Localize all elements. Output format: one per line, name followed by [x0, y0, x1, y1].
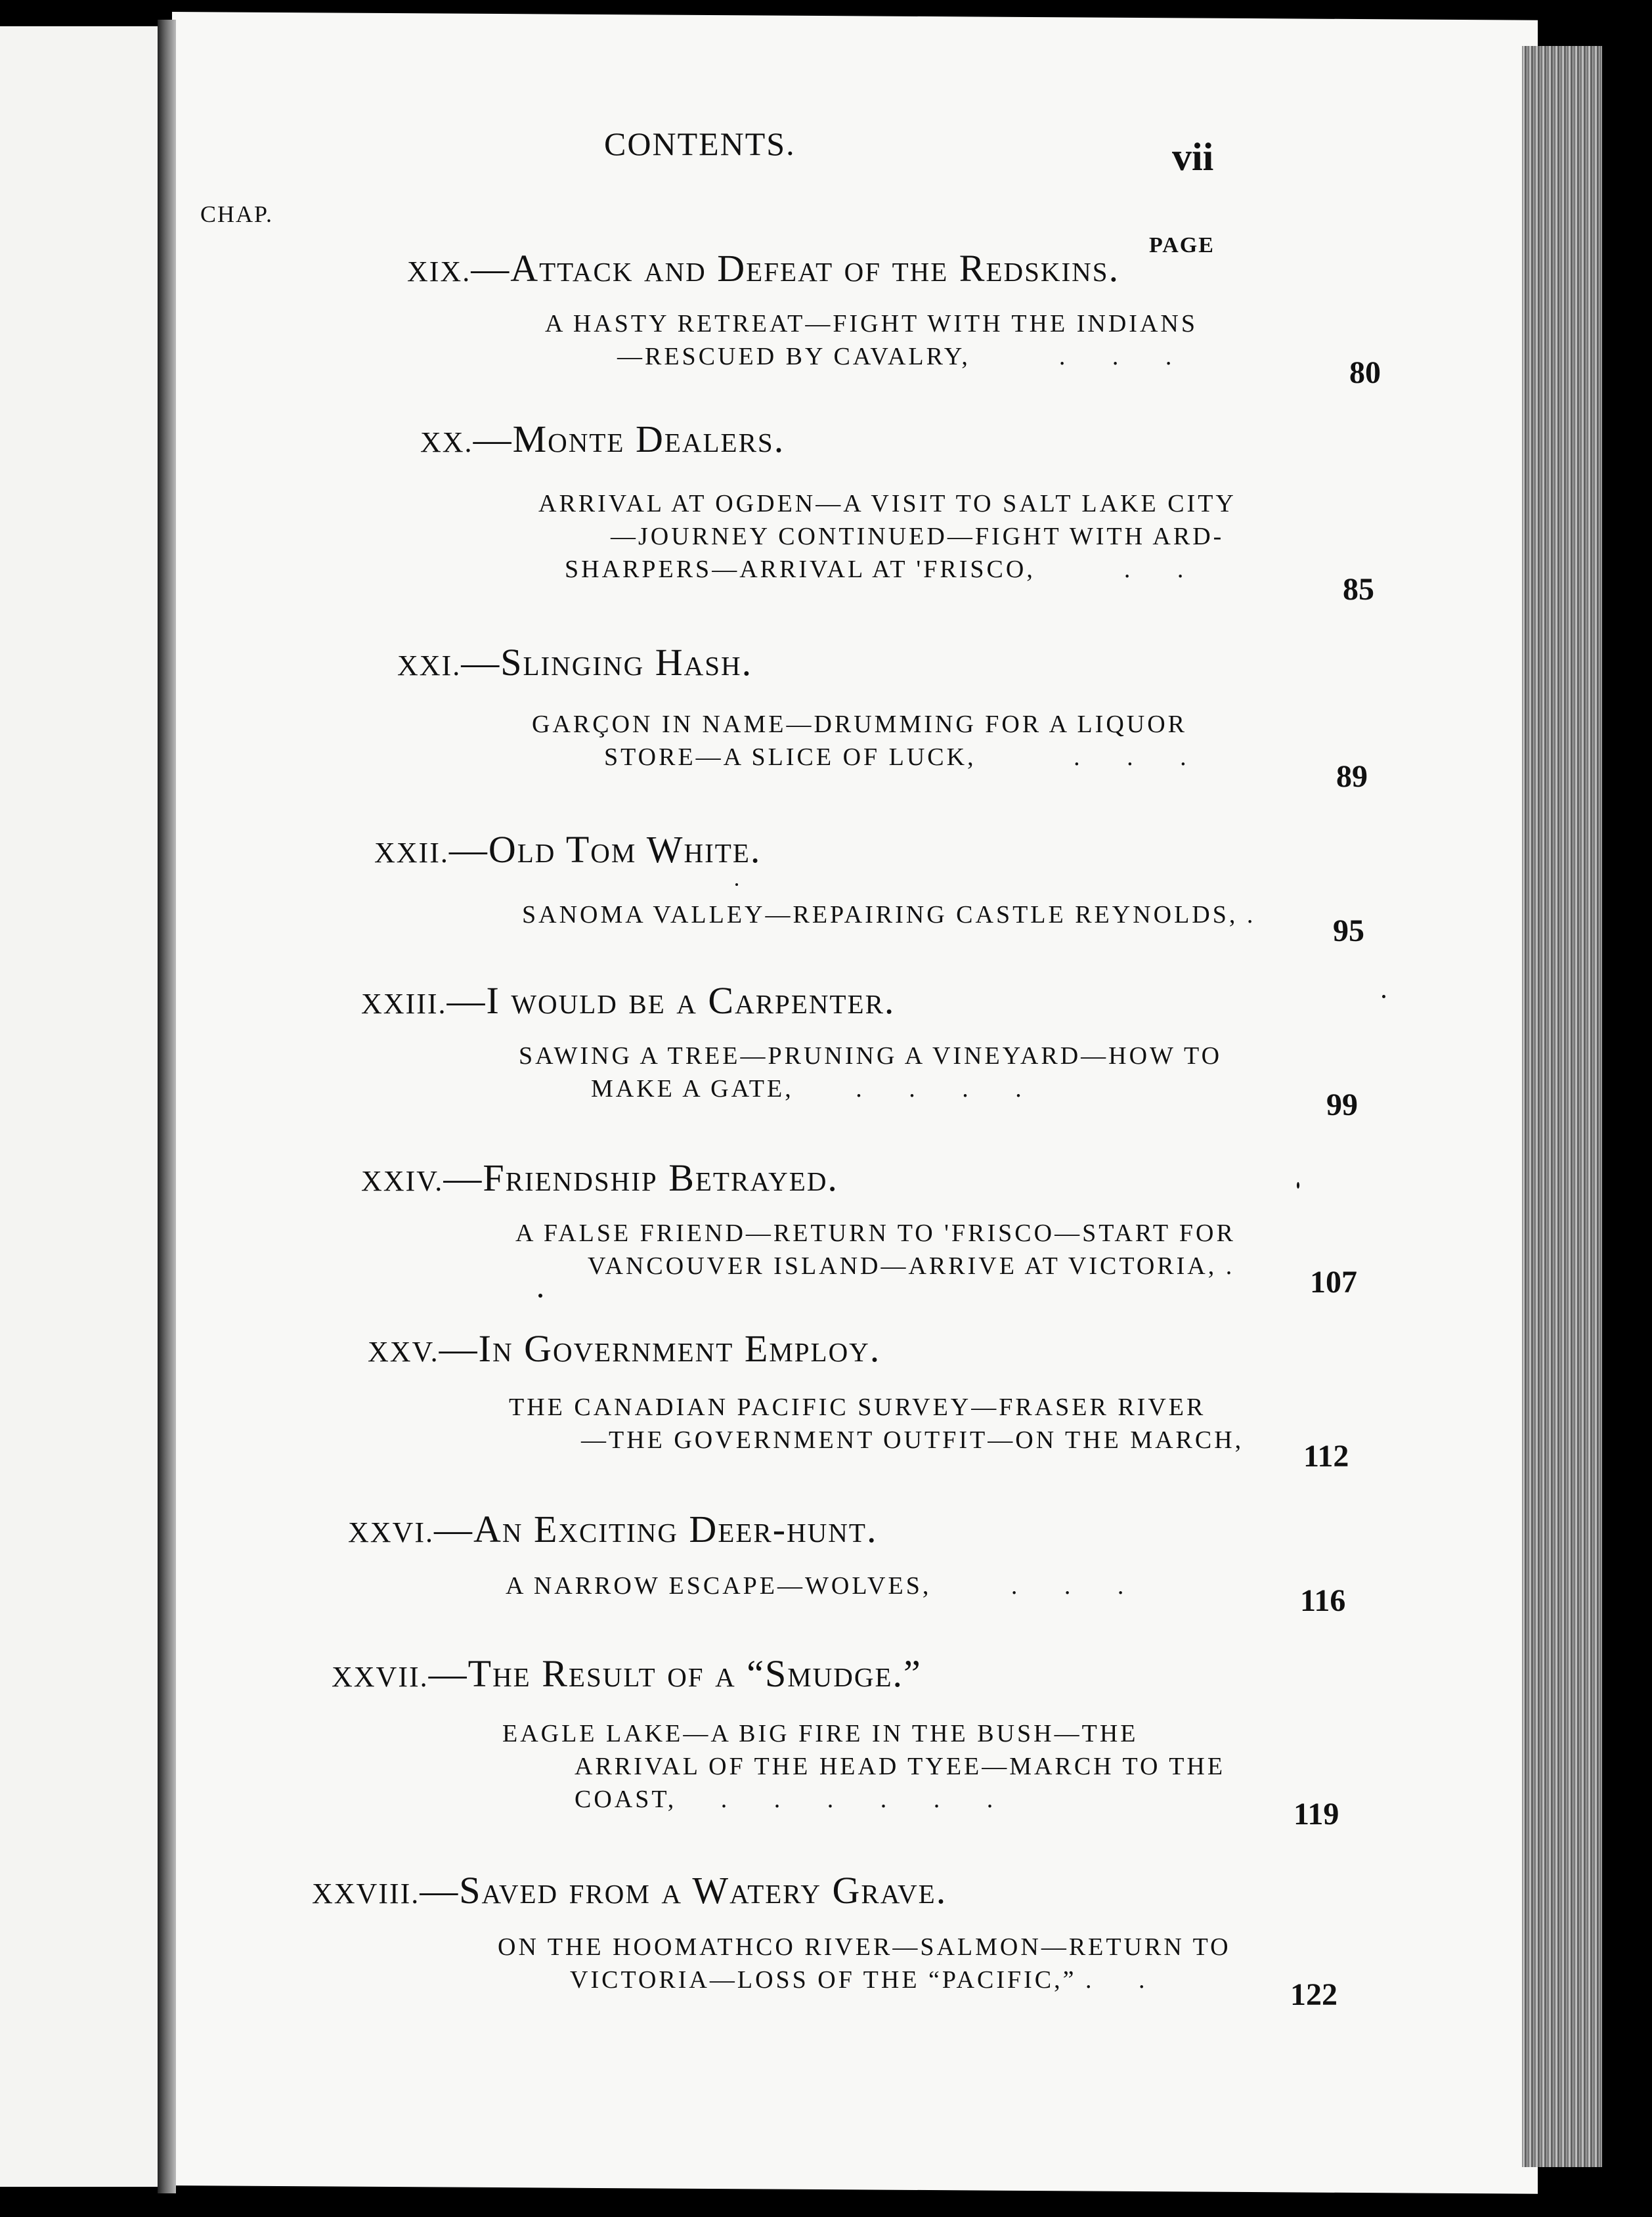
- chapter-heading: [368, 1327, 880, 1371]
- chapter-page-number: 112: [1303, 1439, 1349, 1474]
- chap-column-label: CHAP.: [200, 201, 274, 227]
- chapter-heading: [361, 978, 895, 1022]
- chapter-page-number: 80: [1349, 355, 1381, 390]
- summary-line: VANCOUVER ISLAND—ARRIVE AT VICTORIA, .: [588, 1252, 1235, 1280]
- chapter-summary: [502, 1717, 1225, 1816]
- leader-dots: . .: [1123, 556, 1186, 583]
- chapter-summary: [522, 898, 1255, 931]
- summary-line: ON THE HOOMATHCO RIVER—SALMON—RETURN TO: [498, 1933, 1231, 1961]
- chapter-summary: [519, 1040, 1222, 1105]
- chapter-numeral: XXVIII.: [312, 1877, 420, 1910]
- summary-line: COAST, . . . . . .: [575, 1786, 996, 1813]
- page-number-folio: vii: [1172, 135, 1214, 179]
- summary-line: —RESCUED BY CAVALRY, . . .: [617, 343, 1175, 370]
- chapter-title: —Saved from a Watery Grave.: [420, 1869, 947, 1912]
- summary-line: A HASTY RETREAT—FIGHT WITH THE INDIANS: [545, 310, 1198, 338]
- leader-dots: . . .: [1058, 343, 1175, 370]
- chapter-heading: [420, 417, 785, 461]
- chapter-title: —Old Tom White.: [448, 828, 762, 871]
- chapter-title: —Attack and Defeat of the Redskins.: [471, 247, 1120, 290]
- chapter-numeral: XX.: [420, 426, 473, 458]
- page-block-edges: [1522, 46, 1614, 2167]
- summary-line: VICTORIA—LOSS OF THE “PACIFIC,” . .: [570, 1966, 1148, 1994]
- chapter-summary: [532, 708, 1189, 774]
- chapter-title: —Monte Dealers.: [473, 418, 785, 460]
- summary-line: A FALSE FRIEND—RETURN TO 'FRISCO—START FOR: [515, 1219, 1236, 1247]
- chapter-page-number: 89: [1336, 759, 1368, 794]
- summary-line: MAKE A GATE, . . . .: [591, 1075, 1024, 1103]
- left-page-edge: [0, 26, 167, 2187]
- summary-line: SHARPERS—ARRIVAL AT 'FRISCO, . .: [565, 556, 1186, 583]
- chapter-page-number: 95: [1333, 913, 1364, 948]
- chapter-heading: [374, 827, 761, 871]
- chapter-page-number: 122: [1290, 1977, 1337, 2012]
- gutter-shadow: [158, 20, 176, 2193]
- chapter-heading: [332, 1652, 922, 1696]
- chapter-numeral: XIX.: [407, 255, 471, 288]
- chapter-heading: [397, 640, 752, 684]
- chapter-page-number: 116: [1300, 1583, 1346, 1618]
- chapter-heading: [348, 1507, 877, 1551]
- chapter-summary: [515, 1217, 1236, 1283]
- chapter-summary: [498, 1931, 1231, 1996]
- summary-line: SANOMA VALLEY—REPAIRING CASTLE REYNOLDS,: [522, 901, 1238, 929]
- chapter-summary: [506, 1569, 1126, 1602]
- summary-line: ARRIVAL AT OGDEN—A VISIT TO SALT LAKE CITY: [538, 490, 1236, 517]
- leader-dots: . . . .: [856, 1075, 1024, 1103]
- chapter-heading: [407, 246, 1119, 290]
- summary-line: EAGLE LAKE—A BIG FIRE IN THE BUSH—THE: [502, 1720, 1139, 1747]
- summary-line: —THE GOVERNMENT OUTFIT—ON THE MARCH,: [581, 1426, 1244, 1454]
- chapter-summary: [538, 487, 1236, 586]
- leader-dots: . . .: [1074, 743, 1189, 771]
- chapter-page-number: 107: [1310, 1265, 1357, 1300]
- page-column-label: PAGE: [1149, 233, 1215, 257]
- chapter-numeral: XXIV.: [361, 1165, 444, 1197]
- summary-line: THE CANADIAN PACIFIC SURVEY—FRASER RIVER: [509, 1394, 1206, 1421]
- summary-line: ARRIVAL OF THE HEAD TYEE—MARCH TO THE: [575, 1753, 1226, 1780]
- leader-dots: .: [1225, 1252, 1235, 1280]
- scan-background: [1602, 0, 1652, 2217]
- summary-line: SAWING A TREE—PRUNING A VINEYARD—HOW TO: [519, 1042, 1223, 1070]
- leader-dots: . . . . . .: [720, 1786, 996, 1813]
- chapter-page-number: 119: [1293, 1797, 1339, 1832]
- chapter-title: —Friendship Betrayed.: [443, 1156, 838, 1199]
- chapter-heading: [312, 1868, 947, 1912]
- chapter-title: —The Result of a “Smudge.”: [428, 1652, 922, 1695]
- chapter-heading: [361, 1156, 838, 1200]
- summary-line: —JOURNEY CONTINUED—FIGHT WITH ARD-: [611, 523, 1225, 550]
- chapter-numeral: XXV.: [368, 1336, 439, 1368]
- summary-line: STORE—A SLICE OF LUCK, . . .: [604, 743, 1189, 771]
- chapter-summary: [509, 1391, 1244, 1457]
- summary-line: GARÇON IN NAME—DRUMMING FOR A LIQUOR: [532, 711, 1187, 738]
- chapter-numeral: XXI.: [397, 649, 462, 682]
- leader-dots: . . .: [1011, 1572, 1127, 1600]
- chapter-page-number: 85: [1343, 572, 1374, 607]
- chapter-numeral: XXIII.: [361, 988, 447, 1020]
- chapter-summary: [545, 307, 1198, 373]
- chapter-title: —I would be a Carpenter.: [446, 979, 896, 1022]
- chapter-title: —An Exciting Deer-hunt.: [433, 1508, 878, 1550]
- chapter-numeral: XXVI.: [348, 1516, 434, 1548]
- leader-dots: . .: [1085, 1966, 1148, 1994]
- chapter-numeral: XXVII.: [332, 1661, 429, 1693]
- chapter-numeral: XXII.: [374, 837, 449, 869]
- chapter-title: —Slinging Hash.: [461, 641, 753, 684]
- leader-dots: .: [1246, 901, 1256, 929]
- chapter-page-number: 99: [1326, 1087, 1358, 1122]
- chapter-title: —In Government Employ.: [439, 1327, 881, 1370]
- summary-line: A NARROW ESCAPE—WOLVES,: [506, 1572, 932, 1600]
- running-head: CONTENTS.: [604, 125, 796, 162]
